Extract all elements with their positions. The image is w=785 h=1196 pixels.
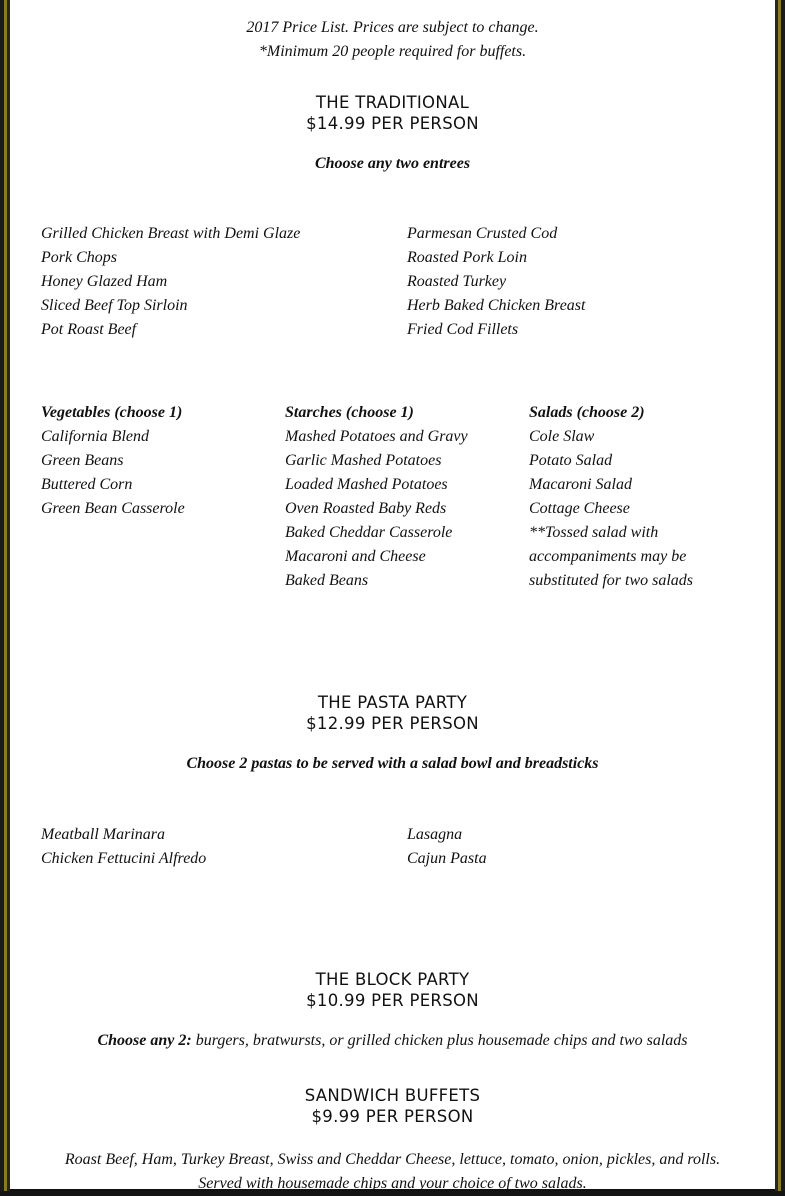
pasta-title: THE PASTA PARTY (317, 693, 468, 712)
list-item: Mashed Potatoes and Gravy (285, 428, 468, 445)
pasta-left (41, 823, 206, 871)
block-title: THE BLOCK PARTY (315, 970, 470, 989)
list-item: Roasted Pork Loin (407, 249, 527, 266)
list-item: Loaded Mashed Potatoes (285, 476, 448, 493)
salads-heading: Salads (choose 2) (529, 404, 645, 421)
list-item: Macaroni Salad (529, 476, 632, 493)
block-header (10, 969, 775, 1011)
list-item: Macaroni and Cheese (285, 548, 426, 565)
pasta-right (407, 823, 487, 871)
sandwich-description-line2: Served with housemade chips and your choice of two salads. (198, 1175, 587, 1192)
list-item: Cajun Pasta (407, 850, 487, 867)
list-item: Baked Cheddar Casserole (285, 524, 453, 541)
menu-document (10, 0, 775, 1191)
block-instruction (10, 1032, 775, 1050)
pasta-header (10, 692, 775, 734)
list-item: Green Beans (41, 452, 124, 469)
list-item: Herb Baked Chicken Breast (407, 297, 586, 314)
list-item: Cole Slaw (529, 428, 595, 445)
list-item: California Blend (41, 428, 149, 445)
traditional-entrees-left (41, 222, 300, 342)
list-item: Roasted Turkey (407, 273, 507, 290)
list-item: Parmesan Crusted Cod (407, 225, 558, 242)
list-item: Meatball Marinara (41, 826, 165, 843)
salad-substitution-note-line: accompaniments may be (529, 548, 687, 565)
list-item: Green Bean Casserole (41, 500, 185, 517)
intro (10, 16, 775, 64)
traditional-instruction: Choose any two entrees (314, 155, 471, 172)
list-item: Pot Roast Beef (41, 321, 137, 338)
salad-substitution-note-line: substituted for two salads (529, 572, 694, 589)
list-item: Chicken Fettucini Alfredo (41, 850, 207, 867)
starches-column (285, 401, 468, 593)
traditional-price: $14.99 PER PERSON (306, 114, 479, 133)
list-item: Baked Beans (285, 572, 369, 589)
vegetables-column (41, 401, 185, 521)
vegetables-heading: Vegetables (choose 1) (41, 404, 183, 421)
sandwich-header (10, 1085, 775, 1127)
sandwich-description (10, 1148, 775, 1196)
sandwich-price: $9.99 PER PERSON (311, 1107, 474, 1126)
list-item: Sliced Beef Top Sirloin (41, 297, 188, 314)
sandwich-title: SANDWICH BUFFETS (304, 1086, 481, 1105)
block-instruction-text: burgers, bratwursts, or grilled chicken plus housemade chips and two salads (191, 1032, 688, 1049)
intro-price-note: 2017 Price List. Prices are subject to change. (246, 19, 539, 36)
list-item: Grilled Chicken Breast with Demi Glaze (41, 225, 301, 242)
sandwich-description-line1: Roast Beef, Ham, Turkey Breast, Swiss and Cheddar Cheese, lettuce, tomato, onion, pickles, and rolls. (64, 1151, 721, 1168)
block-price: $10.99 PER PERSON (306, 991, 479, 1010)
starches-heading: Starches (choose 1) (285, 404, 414, 421)
pasta-price: $12.99 PER PERSON (306, 714, 479, 733)
list-item: Fried Cod Fillets (407, 321, 519, 338)
list-item: Pork Chops (41, 249, 117, 266)
traditional-title: THE TRADITIONAL (315, 93, 470, 112)
list-item: Oven Roasted Baby Reds (285, 500, 447, 517)
salads-column (529, 401, 693, 593)
list-item: Buttered Corn (41, 476, 133, 493)
traditional-header (10, 92, 775, 134)
left-border (0, 0, 10, 1191)
list-item: Garlic Mashed Potatoes (285, 452, 442, 469)
salad-substitution-note-line: **Tossed salad with (529, 524, 659, 541)
list-item: Potato Salad (529, 452, 613, 469)
list-item: Lasagna (407, 826, 463, 843)
list-item: Cottage Cheese (529, 500, 630, 517)
block-instruction-bold: Choose any 2: (97, 1032, 192, 1049)
pasta-instruction: Choose 2 pastas to be served with a salad bowl and breadsticks (186, 755, 599, 772)
list-item: Honey Glazed Ham (41, 273, 168, 290)
traditional-entrees-right (407, 222, 585, 342)
intro-minimum-note: *Minimum 20 people required for buffets. (258, 43, 527, 60)
right-border (775, 0, 785, 1191)
